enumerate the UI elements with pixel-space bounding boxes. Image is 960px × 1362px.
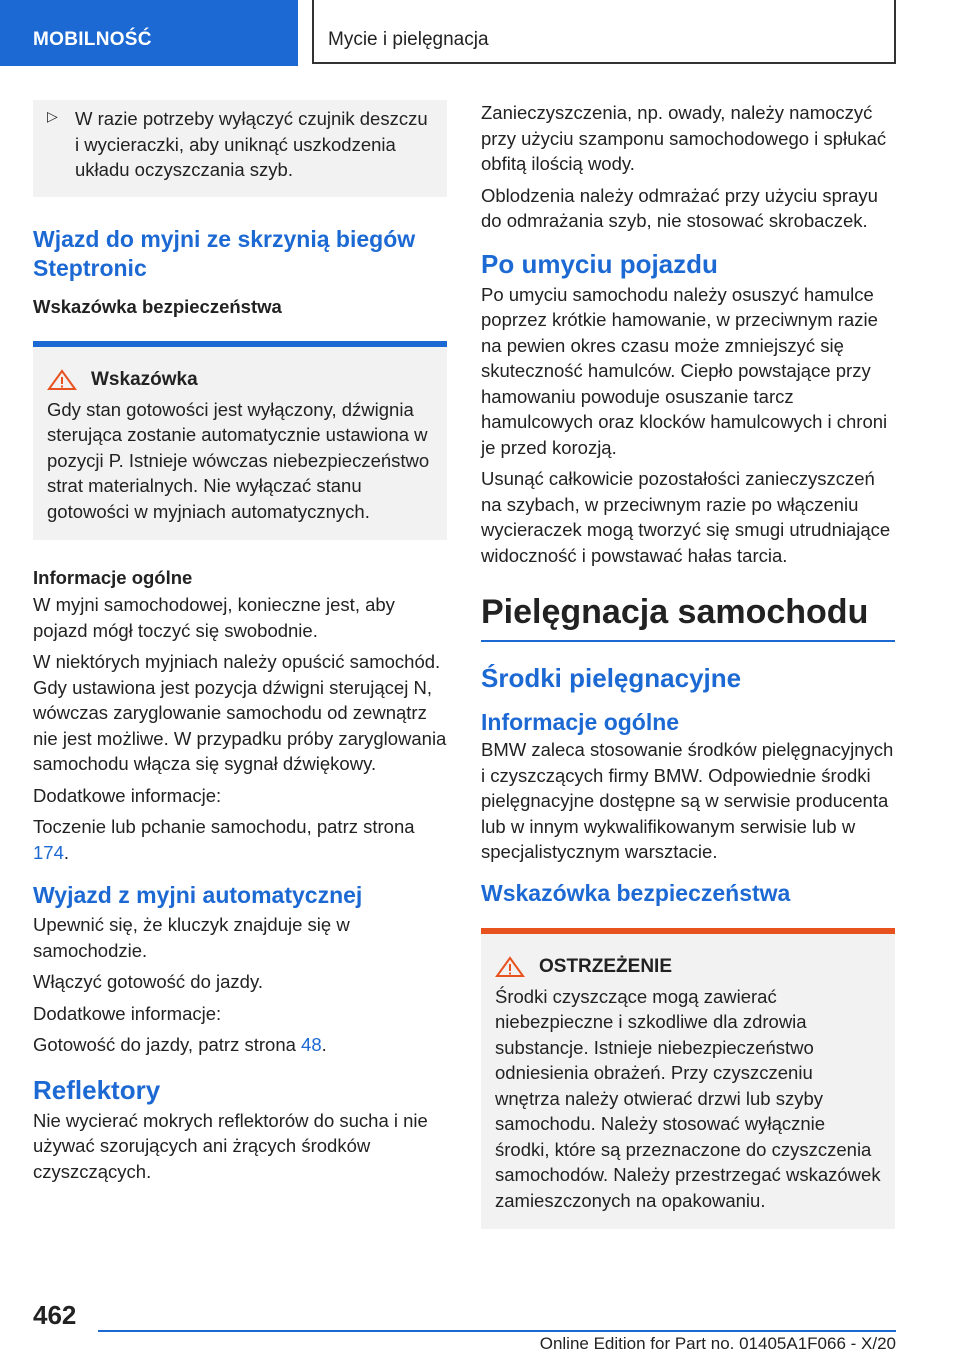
paragraph: Zanieczyszczenia, np. owady, należy namoczyć przy użyciu szamponu samochodowego i spłukać obfitą ilością wody. — [481, 102, 887, 174]
paragraph: W myjni samochodowej, konieczne jest, aby pojazd mógł toczyć się swobodnie. — [33, 594, 395, 641]
heading-after-wash: Po umyciu pojazdu — [481, 248, 718, 279]
warning-title: Wskazówka — [91, 368, 198, 390]
paragraph: Dodatkowe informacje: — [33, 1002, 222, 1024]
paragraph: Włączyć gotowość do jazdy. — [33, 971, 263, 992]
page-link[interactable]: 48 — [301, 1034, 322, 1055]
paragraph-text: . — [63, 841, 70, 863]
heading-lights: Reflektory — [33, 1074, 161, 1105]
paragraph-text: . — [321, 1034, 327, 1055]
heading-car-care: Pielęgnacja samochodu — [481, 592, 895, 642]
caution-text: Środki czyszczące mogą zawierać niebezpieczne i szkodliwe dla zdrowia substancje. Istnieje niebezpieczeństwo odniesienia obrażeń. Przy czyszczeniu wnętrza należy otwierać drzwi lub szyby samochodu. Należy stosować wyłącznie środki, które są przeznaczone do czyszczenia samochodów. Należy przestrzegać wskazówek zamieszczonych na opakowaniu. — [495, 985, 881, 1211]
note-box — [33, 100, 447, 197]
warning-triangle-icon — [495, 956, 525, 978]
right-column — [481, 100, 895, 1229]
section-label: MOBILNOŚĆ — [33, 29, 152, 50]
triangle-bullet-icon: ▷ — [47, 108, 58, 124]
paragraph-text: Gotowość do jazdy, patrz strona — [33, 1034, 302, 1055]
paragraph-with-link — [33, 1032, 447, 1058]
paragraph: Po umyciu samochodu należy osuszyć hamulce poprzez krótkie hamowanie, w przeciwnym razie na pewien okres czasu może zmniejszyć się skuteczność hamulców. Ciepło powstające przy hamowaniu powoduje osuszanie tarcz hamulcowych oraz klocków hamulcowych i chroni je przed korozją. — [481, 283, 888, 458]
page-header — [0, 0, 960, 66]
edition-text: Online Edition for Part no. 01405A1F066 - X/20 — [539, 1334, 896, 1353]
paragraph-text: Toczenie lub pchanie samochodu, patrz strona — [33, 816, 415, 837]
page-number: 462 — [33, 1300, 77, 1330]
paragraph: Upewnić się, że kluczyk znajduje się w samochodzie. — [33, 914, 350, 961]
paragraph: W niektórych myjniach należy opuścić samochód. Gdy ustawiona jest pozycja dźwigni sterującej N, wówczas zaryglowanie samochodu od zewnątrz nie jest możliwe. W przypadku próby zaryglowania samochodu włącza się sygnał dźwiękowy. — [33, 651, 447, 774]
paragraph-with-link — [33, 814, 447, 865]
chapter-tab[interactable] — [312, 0, 896, 64]
heading-safety: Wskazówka bezpieczeństwa — [481, 879, 791, 906]
warning-text: Gdy stan gotowości jest wyłączony, dźwignia sterująca zostanie automatycznie ustawiona w pozycji P. Istnieje wówczas niebezpieczeństwo strat materialnych. Nie wyłączać stanu gotowości w myjniach automatycznych. — [47, 398, 430, 522]
paragraph: Nie wycierać mokrych reflektorów do sucha i nie używać szorujących ani żrących środków czyszczących. — [33, 1109, 428, 1182]
chapter-label: Mycie i pielęgnacja — [328, 29, 489, 50]
heading-general-info: Informacje ogólne — [481, 709, 680, 735]
section-tab[interactable] — [0, 0, 298, 66]
paragraph: BMW zaleca stosowanie środków pielęgnacyjnych i czyszczących firmy BMW. Odpowiednie środki pielęgnacyjne dostępne są w serwisie producenta lub w innym wykwalifikowanym serwisie lub w specjalistycznym warsztacie. — [481, 739, 894, 862]
warning-triangle-icon — [47, 369, 77, 391]
caution-box — [481, 928, 895, 1230]
paragraph: Dodatkowe informacje: — [33, 784, 222, 806]
general-label: Informacje ogólne — [33, 567, 193, 588]
page-link[interactable]: 174 — [33, 841, 64, 863]
heading-exit: Wyjazd z myjni automatycznej — [33, 882, 363, 908]
caution-title: OSTRZEŻENIE — [539, 955, 673, 977]
paragraph: Oblodzenia należy odmrażać przy użyciu sprayu do odmrażania szyb, nie stosować skrobaczek. — [481, 184, 878, 231]
note-text: W razie potrzeby wyłączyć czujnik deszczu i wycieraczki, aby uniknąć uszkodzenia układu oczyszczania szyb. — [75, 108, 428, 180]
paragraph: Usunąć całkowicie pozostałości zanieczyszczeń na szybach, w przeciwnym razie po włączeniu wycieraczek mogą tworzyć się smugi utrudniające widoczność i powstawać hałas tarcia. — [481, 468, 891, 566]
left-column — [33, 100, 447, 1190]
heading-care-products: Środki pielęgnacyjne — [481, 663, 742, 693]
heading-steptronic: Wjazd do myjni ze skrzynią biegów Steptronic — [33, 225, 416, 281]
safety-label: Wskazówka bezpieczeństwa — [33, 295, 282, 317]
footer-divider — [98, 1330, 896, 1332]
warning-box — [33, 341, 447, 541]
